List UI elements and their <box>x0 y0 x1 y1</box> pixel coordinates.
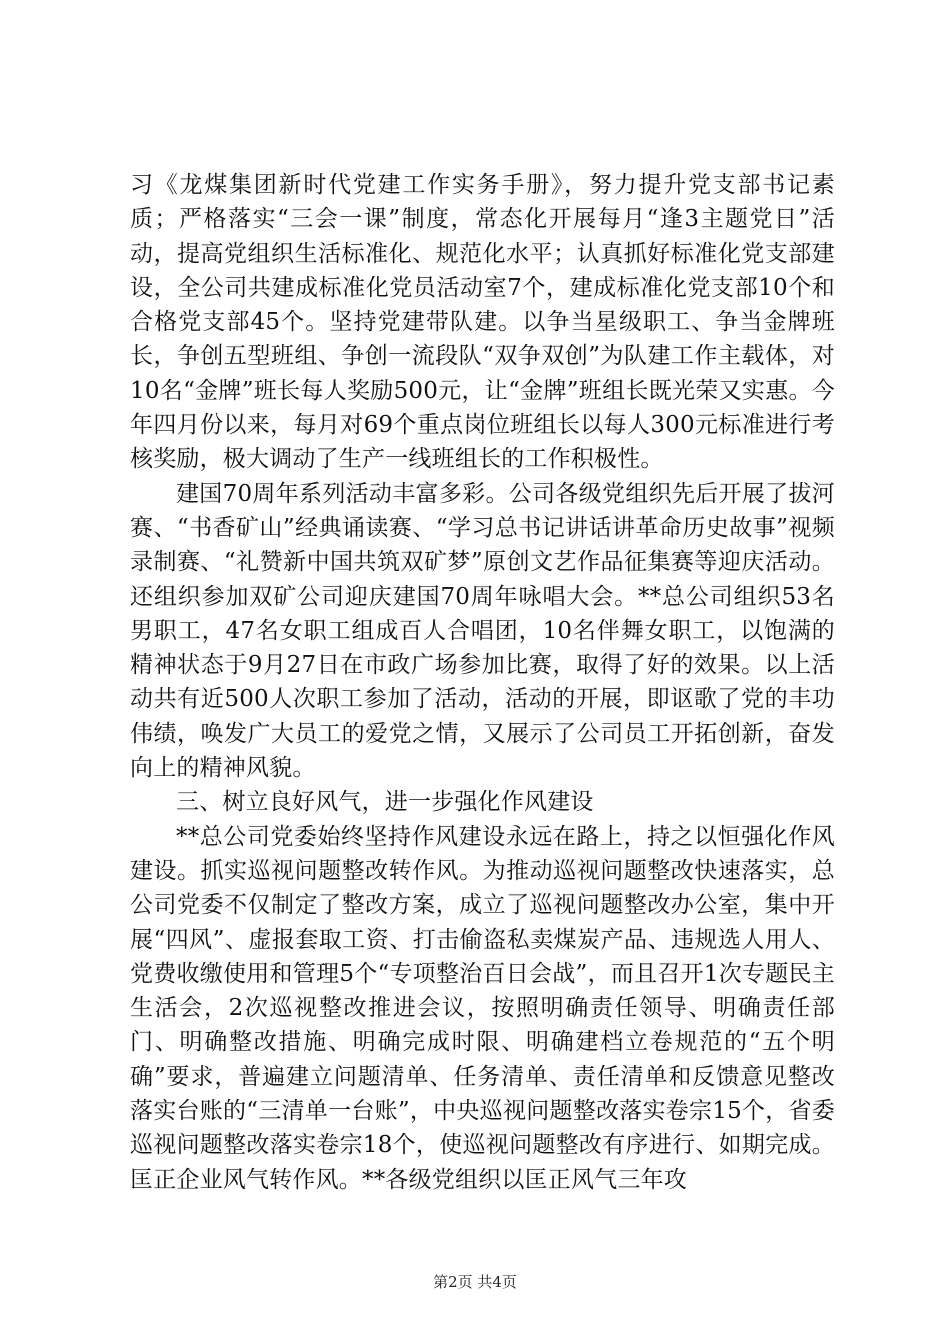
paragraph-anniversary-activities: 建国70周年系列活动丰富多彩。公司各级党组织先后开展了拔河赛、“书香矿山”经典诵读赛、“学习总书记讲话讲革命历史故事”视频录制赛、“礼赞新中国共筑双矿梦”原创文艺作品征集赛等迎庆活动。还组织参加双矿公司迎庆建国70周年咏唱大会。**总公司组织53名男职工，47名女职工组成百人合唱团，10名伴舞女职工，以饱满的精神状态于9月27日在市政广场参加比赛，取得了好的效果。以上活动共有近500人次职工参加了活动，活动的开展，即讴歌了党的丰功伟绩，唤发广大员工的爱党之情，又展示了公司员工开拓创新，奋发向上的精神风貌。 <box>130 480 835 782</box>
page-number-footer: 第2页 共4页 <box>433 1273 517 1291</box>
document-body <box>130 168 835 1197</box>
paragraph-party-building: 习《龙煤集团新时代党建工作实务手册》，努力提升党支部书记素质；严格落实“三会一课”制度，常态化开展每月“逢3主题党日”活动，提高党组织生活标准化、规范化水平；认真抓好标准化党支部建设，全公司共建成标准化党员活动室7个，建成标准化党支部10个和合格党支部45个。坚持党建带队建。以争当星级职工、争当金牌班长，争创五型班组、争创一流段队“双争双创”为队建工作主载体，对10名“金牌”班长每人奖励500元，让“金牌”班组长既光荣又实惠。今年四月份以来，每月对69个重点岗位班组长以每人300元标准进行考核奖励，极大调动了生产一线班组长的工作积极性。 <box>130 172 835 473</box>
section-heading-style-building: 三、树立良好风气，进一步强化作风建设 <box>176 789 594 816</box>
paragraph-style-building: **总公司党委始终坚持作风建设永远在路上，持之以恒强化作风建设。抓实巡视问题整改转作风。为推动巡视问题整改快速落实，总公司党委不仅制定了整改方案，成立了巡视问题整改办公室，集中开展“四风”、虚报套取工资、打击偷盗私卖煤炭产品、违规选人用人、党费收缴使用和管理5个“专项整治百日会战”，而且召开1次专题民主生活会，2次巡视整改推进会议，按照明确责任领导、明确责任部门、明确整改措施、明确完成时限、明确建档立卷规范的“五个明确”要求，普遍建立问题清单、任务清单、责任清单和反馈意见整改落实台账的“三清单一台账”，中央巡视问题整改落实卷宗15个，省委巡视问题整改落实卷宗18个，使巡视问题整改有序进行、如期完成。匡正企业风气转作风。**各级党组织以匡正风气三年攻 <box>130 823 835 1193</box>
